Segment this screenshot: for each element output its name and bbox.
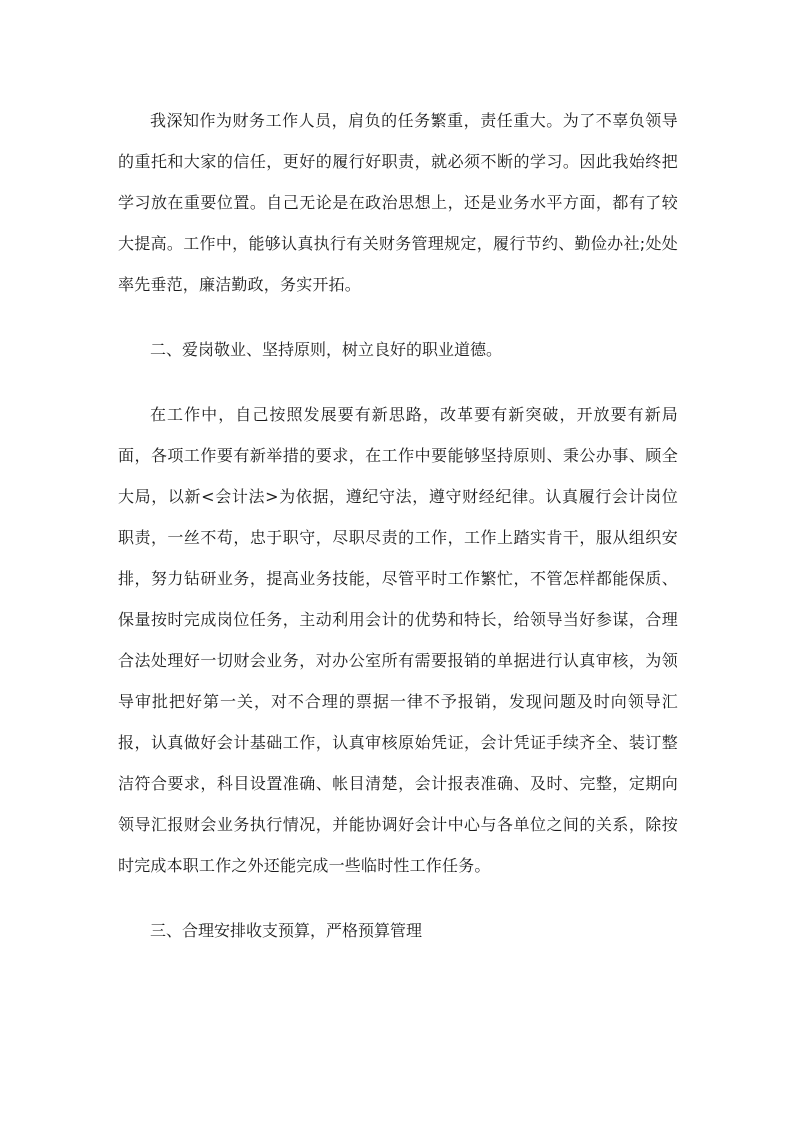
document-page (118, 100, 678, 951)
section-heading-2: 二、爱岗敬业、坚持原则，树立良好的职业道德。 (150, 340, 503, 359)
section-heading-3: 三、合理安排收支预算，严格预算管理 (150, 921, 423, 940)
body-paragraph-1: 我深知作为财务工作人员，肩负的任务繁重，责任重大。为了不辜负领导的重托和大家的信任，更好的履行好职责，就必须不断的学习。因此我始终把学习放在重要位置。自己无论是在政治思想上，还是业务水平方面，都有了较大提高。工作中，能够认真执行有关财务管理规定，履行节约、勤俭办社;处处率先垂范，廉洁勤政，务实开拓。 (118, 111, 678, 294)
body-paragraph-2: 在工作中，自己按照发展要有新思路，改革要有新突破，开放要有新局面，各项工作要有新举措的要求，在工作中要能够坚持原则、秉公办事、顾全大局，以新<会计法>为依据，遵纪守法，遵守财经纪律。认真履行会计岗位职责，一丝不苟，忠于职守，尽职尽责的工作，工作上踏实肯干，服从组织安排，努力钻研业务，提高业务技能，尽管平时工作繁忙，不管怎样都能保质、保量按时完成岗位任务，主动利用会计的优势和特长，给领导当好参谋，合理合法处理好一切财会业务，对办公室所有需要报销的单据进行认真审核，为领导审批把好第一关，对不合理的票据一律不予报销，发现问题及时向领导汇报，认真做好会计基础工作，认真审核原始凭证，会计凭证手续齐全、装订整洁符合要求，科目设置准确、帐目清楚，会计报表准确、及时、完整，定期向领导汇报财会业务执行情况，并能协调好会计中心与各单位之间的关系，除按时完成本职工作之外还能完成一些临时性工作任务。 (118, 405, 678, 875)
paragraph-spacer (118, 370, 678, 394)
paragraph-spacer (118, 886, 678, 910)
paragraph-spacer (118, 305, 678, 329)
